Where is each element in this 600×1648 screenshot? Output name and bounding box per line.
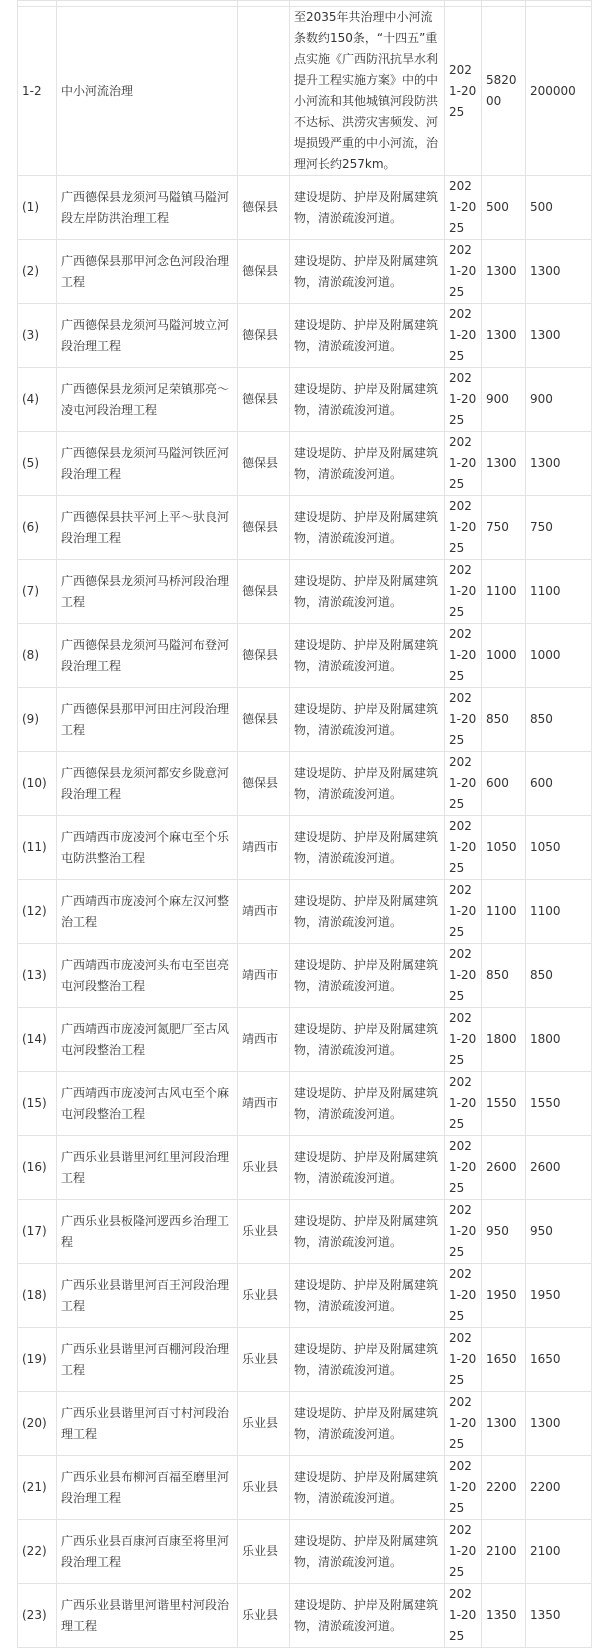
table-row [18, 1328, 592, 1392]
table-row [18, 1392, 592, 1456]
item-invest-b: 2600 [526, 1136, 592, 1200]
item-no: (6) [18, 496, 57, 560]
item-content: 建设堤防、护岸及附属建筑物，清淤疏浚河道。 [290, 1264, 445, 1328]
item-period: 2021-2025 [445, 688, 482, 752]
item-content: 建设堤防、护岸及附属建筑物，清淤疏浚河道。 [290, 1136, 445, 1200]
project-table-body [18, 1, 592, 1648]
item-name: 广西靖西市庞凌河头布屯至岜亮屯河段整治工程 [57, 944, 238, 1008]
table-row [18, 240, 592, 304]
table-row [18, 944, 592, 1008]
item-period: 2021-2025 [445, 176, 482, 240]
item-invest-a: 600 [482, 752, 526, 816]
category-county [238, 7, 290, 176]
category-period: 2021-2025 [445, 7, 482, 176]
project-table [17, 0, 592, 1648]
item-county: 乐业县 [238, 1584, 290, 1648]
item-county: 靖西市 [238, 816, 290, 880]
item-period: 2021-2025 [445, 432, 482, 496]
item-no: (9) [18, 688, 57, 752]
item-no: (3) [18, 304, 57, 368]
item-invest-b: 850 [526, 944, 592, 1008]
table-row [18, 1584, 592, 1648]
item-content: 建设堤防、护岸及附属建筑物，清淤疏浚河道。 [290, 816, 445, 880]
item-invest-a: 1100 [482, 560, 526, 624]
item-invest-b: 750 [526, 496, 592, 560]
item-content: 建设堤防、护岸及附属建筑物，清淤疏浚河道。 [290, 1008, 445, 1072]
table-row [18, 1072, 592, 1136]
item-name: 广西乐业县百康河百康至将里河段治理工程 [57, 1520, 238, 1584]
item-invest-b: 2200 [526, 1456, 592, 1520]
item-invest-b: 850 [526, 688, 592, 752]
item-content: 建设堤防、护岸及附属建筑物，清淤疏浚河道。 [290, 1392, 445, 1456]
item-no: (5) [18, 432, 57, 496]
item-county: 德保县 [238, 496, 290, 560]
item-county: 靖西市 [238, 944, 290, 1008]
item-county: 德保县 [238, 752, 290, 816]
item-no: (20) [18, 1392, 57, 1456]
item-invest-b: 500 [526, 176, 592, 240]
table-row [18, 304, 592, 368]
item-no: (15) [18, 1072, 57, 1136]
item-period: 2021-2025 [445, 624, 482, 688]
item-county: 德保县 [238, 176, 290, 240]
item-county: 乐业县 [238, 1456, 290, 1520]
item-name: 广西德保县那甲河田庄河段治理工程 [57, 688, 238, 752]
item-no: (2) [18, 240, 57, 304]
table-row [18, 560, 592, 624]
item-invest-b: 600 [526, 752, 592, 816]
item-county: 德保县 [238, 688, 290, 752]
item-invest-b: 1350 [526, 1584, 592, 1648]
table-row [18, 176, 592, 240]
item-content: 建设堤防、护岸及附属建筑物，清淤疏浚河道。 [290, 688, 445, 752]
item-no: (1) [18, 176, 57, 240]
item-invest-a: 1000 [482, 624, 526, 688]
item-period: 2021-2025 [445, 944, 482, 1008]
item-invest-a: 1300 [482, 240, 526, 304]
item-no: (10) [18, 752, 57, 816]
item-name: 广西乐业县谐里河谐里村河段治理工程 [57, 1584, 238, 1648]
category-content: 至2035年共治理中小河流条数约150条，“十四五”重点实施《广西防汛抗旱水利提升工程实施方案》中的中小河流和其他城镇河段防洪不达标、洪涝灾害频发、河堤损毁严重的中小河流，治理河长约257km。 [290, 7, 445, 176]
item-name: 广西德保县龙须河都安乡陇意河段治理工程 [57, 752, 238, 816]
item-county: 德保县 [238, 432, 290, 496]
item-invest-a: 1650 [482, 1328, 526, 1392]
table-row [18, 432, 592, 496]
item-invest-b: 1300 [526, 240, 592, 304]
category-invest-a: 582000 [482, 7, 526, 176]
item-invest-b: 1950 [526, 1264, 592, 1328]
item-period: 2021-2025 [445, 1456, 482, 1520]
item-invest-a: 1300 [482, 304, 526, 368]
item-name: 广西靖西市庞凌河个麻左汉河整治工程 [57, 880, 238, 944]
table-row [18, 1200, 592, 1264]
item-content: 建设堤防、护岸及附属建筑物，清淤疏浚河道。 [290, 752, 445, 816]
item-period: 2021-2025 [445, 1136, 482, 1200]
category-invest-b: 200000 [526, 7, 592, 176]
item-content: 建设堤防、护岸及附属建筑物，清淤疏浚河道。 [290, 240, 445, 304]
item-name: 广西靖西市庞凌河氮肥厂至古风屯河段整治工程 [57, 1008, 238, 1072]
item-invest-a: 2200 [482, 1456, 526, 1520]
item-invest-a: 1100 [482, 880, 526, 944]
item-content: 建设堤防、护岸及附属建筑物，清淤疏浚河道。 [290, 432, 445, 496]
item-county: 乐业县 [238, 1328, 290, 1392]
item-invest-b: 1550 [526, 1072, 592, 1136]
item-period: 2021-2025 [445, 304, 482, 368]
item-name: 广西德保县龙须河马隘河铁匠河段治理工程 [57, 432, 238, 496]
item-no: (4) [18, 368, 57, 432]
table-row [18, 1264, 592, 1328]
table-row [18, 1520, 592, 1584]
item-period: 2021-2025 [445, 496, 482, 560]
table-row [18, 368, 592, 432]
item-county: 乐业县 [238, 1264, 290, 1328]
item-invest-b: 1300 [526, 1392, 592, 1456]
item-county: 德保县 [238, 240, 290, 304]
item-name: 广西乐业县板隆河逻西乡治理工程 [57, 1200, 238, 1264]
item-invest-a: 1050 [482, 816, 526, 880]
item-invest-a: 900 [482, 368, 526, 432]
item-no: (19) [18, 1328, 57, 1392]
category-row [18, 7, 592, 176]
item-county: 德保县 [238, 304, 290, 368]
item-county: 乐业县 [238, 1520, 290, 1584]
item-county: 靖西市 [238, 1008, 290, 1072]
table-row [18, 688, 592, 752]
item-invest-a: 1550 [482, 1072, 526, 1136]
item-name: 广西德保县龙须河马隘河坡立河段治理工程 [57, 304, 238, 368]
item-content: 建设堤防、护岸及附属建筑物，清淤疏浚河道。 [290, 1200, 445, 1264]
table-row [18, 1008, 592, 1072]
item-no: (8) [18, 624, 57, 688]
item-invest-b: 1000 [526, 624, 592, 688]
item-content: 建设堤防、护岸及附属建筑物，清淤疏浚河道。 [290, 1520, 445, 1584]
item-invest-a: 850 [482, 688, 526, 752]
item-period: 2021-2025 [445, 1392, 482, 1456]
item-invest-a: 1300 [482, 1392, 526, 1456]
item-content: 建设堤防、护岸及附属建筑物，清淤疏浚河道。 [290, 880, 445, 944]
item-no: (17) [18, 1200, 57, 1264]
item-county: 靖西市 [238, 880, 290, 944]
item-invest-b: 1100 [526, 560, 592, 624]
item-period: 2021-2025 [445, 1520, 482, 1584]
item-no: (16) [18, 1136, 57, 1200]
item-name: 广西德保县龙须河马隘河布登河段治理工程 [57, 624, 238, 688]
item-county: 乐业县 [238, 1392, 290, 1456]
item-content: 建设堤防、护岸及附属建筑物，清淤疏浚河道。 [290, 560, 445, 624]
item-content: 建设堤防、护岸及附属建筑物，清淤疏浚河道。 [290, 944, 445, 1008]
item-name: 广西德保县龙须河足荣镇那亮～凌屯河段治理工程 [57, 368, 238, 432]
item-name: 广西德保县龙须河马隘镇马隘河段左岸防洪治理工程 [57, 176, 238, 240]
item-no: (12) [18, 880, 57, 944]
item-invest-b: 950 [526, 1200, 592, 1264]
item-content: 建设堤防、护岸及附属建筑物，清淤疏浚河道。 [290, 1072, 445, 1136]
item-no: (22) [18, 1520, 57, 1584]
item-period: 2021-2025 [445, 880, 482, 944]
category-no: 1-2 [18, 7, 57, 176]
item-invest-b: 1300 [526, 304, 592, 368]
item-period: 2021-2025 [445, 1328, 482, 1392]
item-period: 2021-2025 [445, 1584, 482, 1648]
item-county: 德保县 [238, 560, 290, 624]
item-content: 建设堤防、护岸及附属建筑物，清淤疏浚河道。 [290, 304, 445, 368]
item-invest-b: 1650 [526, 1328, 592, 1392]
item-name: 广西乐业县布柳河百福至磨里河段治理工程 [57, 1456, 238, 1520]
item-invest-b: 900 [526, 368, 592, 432]
table-row [18, 816, 592, 880]
item-name: 广西乐业县谐里河百王河段治理工程 [57, 1264, 238, 1328]
item-invest-a: 500 [482, 176, 526, 240]
item-invest-a: 2100 [482, 1520, 526, 1584]
item-no: (11) [18, 816, 57, 880]
item-no: (21) [18, 1456, 57, 1520]
table-row [18, 1136, 592, 1200]
item-invest-a: 1800 [482, 1008, 526, 1072]
item-invest-a: 1300 [482, 432, 526, 496]
item-no: (7) [18, 560, 57, 624]
item-county: 乐业县 [238, 1136, 290, 1200]
item-invest-a: 1350 [482, 1584, 526, 1648]
item-county: 德保县 [238, 624, 290, 688]
category-name: 中小河流治理 [57, 7, 238, 176]
item-content: 建设堤防、护岸及附属建筑物，清淤疏浚河道。 [290, 1584, 445, 1648]
table-row [18, 624, 592, 688]
item-invest-b: 1100 [526, 880, 592, 944]
item-content: 建设堤防、护岸及附属建筑物，清淤疏浚河道。 [290, 624, 445, 688]
item-content: 建设堤防、护岸及附属建筑物，清淤疏浚河道。 [290, 496, 445, 560]
item-period: 2021-2025 [445, 240, 482, 304]
item-invest-b: 1800 [526, 1008, 592, 1072]
item-invest-a: 950 [482, 1200, 526, 1264]
item-name: 广西德保县那甲河念色河段治理工程 [57, 240, 238, 304]
item-period: 2021-2025 [445, 816, 482, 880]
item-invest-a: 750 [482, 496, 526, 560]
table-row [18, 752, 592, 816]
item-period: 2021-2025 [445, 1072, 482, 1136]
item-county: 德保县 [238, 368, 290, 432]
item-invest-a: 1950 [482, 1264, 526, 1328]
item-county: 乐业县 [238, 1200, 290, 1264]
item-period: 2021-2025 [445, 1264, 482, 1328]
item-no: (13) [18, 944, 57, 1008]
item-no: (18) [18, 1264, 57, 1328]
item-invest-b: 1300 [526, 432, 592, 496]
item-period: 2021-2025 [445, 1008, 482, 1072]
item-invest-b: 2100 [526, 1520, 592, 1584]
item-no: (14) [18, 1008, 57, 1072]
item-period: 2021-2025 [445, 1200, 482, 1264]
item-invest-a: 2600 [482, 1136, 526, 1200]
table-row [18, 496, 592, 560]
item-content: 建设堤防、护岸及附属建筑物，清淤疏浚河道。 [290, 1328, 445, 1392]
item-name: 广西乐业县谐里河百棚河段治理工程 [57, 1328, 238, 1392]
item-period: 2021-2025 [445, 560, 482, 624]
table-row [18, 1456, 592, 1520]
item-content: 建设堤防、护岸及附属建筑物，清淤疏浚河道。 [290, 368, 445, 432]
item-content: 建设堤防、护岸及附属建筑物，清淤疏浚河道。 [290, 1456, 445, 1520]
item-name: 广西德保县龙须河马桥河段治理工程 [57, 560, 238, 624]
item-name: 广西靖西市庞凌河个麻屯至个乐屯防洪整治工程 [57, 816, 238, 880]
item-name: 广西乐业县谐里河红里河段治理工程 [57, 1136, 238, 1200]
item-period: 2021-2025 [445, 752, 482, 816]
item-period: 2021-2025 [445, 368, 482, 432]
item-name: 广西乐业县谐里河百寸村河段治理工程 [57, 1392, 238, 1456]
item-name: 广西靖西市庞凌河古风屯至个麻屯河段整治工程 [57, 1072, 238, 1136]
item-invest-a: 850 [482, 944, 526, 1008]
item-no: (23) [18, 1584, 57, 1648]
item-name: 广西德保县扶平河上平～驮良河段治理工程 [57, 496, 238, 560]
item-county: 靖西市 [238, 1072, 290, 1136]
table-row [18, 880, 592, 944]
item-content: 建设堤防、护岸及附属建筑物，清淤疏浚河道。 [290, 176, 445, 240]
item-invest-b: 1050 [526, 816, 592, 880]
